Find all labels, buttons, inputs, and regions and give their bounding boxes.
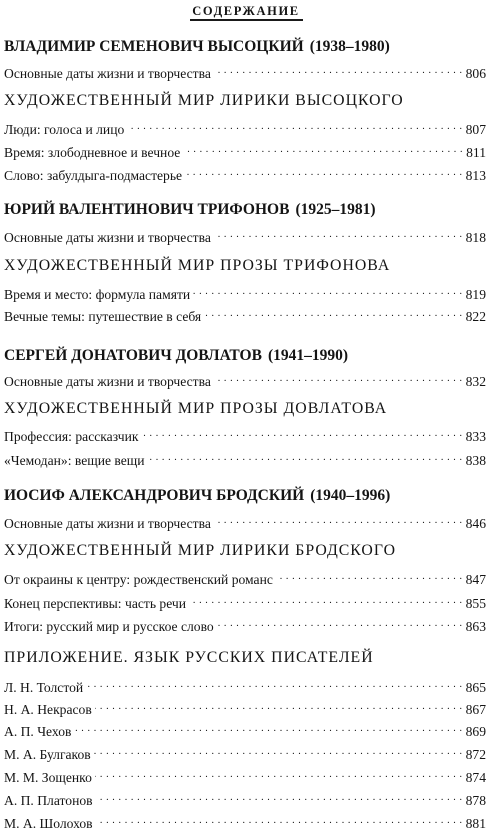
section-heading	[4, 257, 486, 275]
toc-entry[interactable]	[4, 768, 486, 786]
toc-header-title: СОДЕРЖАНИЕ	[192, 4, 300, 18]
author-heading	[4, 347, 486, 365]
page-number: 818	[465, 229, 486, 245]
author-name: ИОСИФ АЛЕКСАНДРОВИЧ БРОДСКИЙ	[4, 487, 305, 504]
entry-title: Конец перспективы: часть речи	[4, 595, 187, 611]
section-heading	[4, 92, 486, 110]
author-years: (1941–1990)	[267, 347, 349, 364]
toc-entry[interactable]	[4, 372, 486, 390]
toc-header	[0, 2, 492, 20]
author-name: СЕРГЕЙ ДОНАТОВИЧ ДОВЛАТОВ	[4, 347, 262, 364]
dot-leader	[189, 594, 463, 608]
toc-entry[interactable]	[4, 120, 486, 138]
entry-title: Время и место: формула памяти	[4, 286, 191, 302]
page-number: 838	[465, 452, 486, 468]
entry-title: Основные даты жизни и творчества	[4, 515, 211, 531]
entry-title: М. М. Зощенко	[4, 769, 92, 785]
toc-entry[interactable]	[4, 594, 486, 612]
entry-title: От окраины к центру: рождественский романс	[4, 571, 273, 587]
header-underline	[190, 19, 303, 21]
toc-entry[interactable]	[4, 700, 486, 718]
author-years: (1925–1981)	[295, 201, 376, 218]
author-name: ВЛАДИМИР СЕМЕНОВИЧ ВЫСОЦКИЙ	[4, 38, 304, 55]
section-title: ХУДОЖЕСТВЕННЫЙ МИР ЛИРИКИ ВЫСОЦКОГО	[4, 92, 404, 109]
dot-leader	[95, 700, 463, 714]
toc-entry[interactable]	[4, 814, 486, 832]
page-number: 865	[465, 679, 486, 695]
entry-title: Профессия: рассказчик	[4, 428, 139, 444]
entry-title: Основные даты жизни и творчества	[4, 373, 211, 389]
dot-leader	[193, 285, 462, 299]
toc-entry[interactable]	[4, 64, 486, 82]
section-heading	[4, 542, 486, 560]
dot-leader	[204, 307, 462, 321]
page-number: 874	[465, 769, 486, 785]
dot-leader	[127, 120, 462, 134]
entry-title: А. П. Чехов	[4, 723, 72, 739]
dot-leader	[142, 427, 463, 441]
page-number: 878	[465, 792, 486, 808]
section-title: ПРИЛОЖЕНИЕ. ЯЗЫК РУССКИХ ПИСАТЕЛЕЙ	[4, 649, 374, 666]
dot-leader	[276, 570, 463, 584]
author-heading	[4, 487, 486, 505]
page-number: 881	[465, 815, 486, 831]
page-number: 813	[465, 167, 486, 183]
entry-title: Основные даты жизни и творчества	[4, 65, 211, 81]
dot-leader	[95, 768, 463, 782]
entry-title: М. А. Шолохов	[4, 815, 93, 831]
dot-leader	[185, 166, 463, 180]
dot-leader	[74, 722, 462, 736]
page-number: 869	[465, 723, 486, 739]
page-number: 872	[465, 746, 486, 762]
entry-title: Люди: голоса и лицо	[4, 121, 125, 137]
page-number: 863	[465, 618, 486, 634]
toc-entry[interactable]	[4, 451, 486, 469]
dot-leader	[214, 228, 463, 242]
entry-title: «Чемодан»: вещие вещи	[4, 452, 145, 468]
toc-entry[interactable]	[4, 307, 486, 325]
dot-leader	[148, 451, 463, 465]
entry-title: Основные даты жизни и творчества	[4, 229, 211, 245]
author-heading	[4, 38, 486, 56]
entry-title: А. П. Платонов	[4, 792, 93, 808]
entry-title: Слово: забулдыга-подмастерье	[4, 167, 183, 183]
section-heading	[4, 649, 486, 667]
toc-entry[interactable]	[4, 427, 486, 445]
page-number: 847	[465, 571, 486, 587]
toc-entry[interactable]	[4, 745, 486, 763]
toc-entry[interactable]	[4, 722, 486, 740]
entry-title: Н. А. Некрасов	[4, 701, 92, 717]
dot-leader	[86, 678, 462, 692]
section-heading	[4, 400, 486, 418]
page-number: 833	[465, 428, 486, 444]
entry-title: М. А. Булгаков	[4, 746, 91, 762]
author-heading	[4, 201, 486, 219]
dot-leader	[94, 745, 463, 759]
dot-leader	[214, 372, 463, 386]
section-title: ХУДОЖЕСТВЕННЫЙ МИР ЛИРИКИ БРОДСКОГО	[4, 542, 396, 559]
toc-entry[interactable]	[4, 285, 486, 303]
page-number: 855	[465, 595, 486, 611]
dot-leader	[214, 64, 463, 78]
dot-leader	[96, 791, 463, 805]
toc-entry[interactable]	[4, 143, 486, 161]
section-title: ХУДОЖЕСТВЕННЫЙ МИР ПРОЗЫ ДОВЛАТОВА	[4, 400, 388, 417]
toc-entry[interactable]	[4, 617, 486, 635]
page-number: 867	[465, 701, 486, 717]
page-number: 819	[465, 286, 486, 302]
page-number: 811	[466, 144, 486, 160]
section-title: ХУДОЖЕСТВЕННЫЙ МИР ПРОЗЫ ТРИФОНОВА	[4, 257, 391, 274]
page-number: 806	[465, 65, 486, 81]
dot-leader	[217, 617, 463, 631]
toc-entry[interactable]	[4, 791, 486, 809]
entry-title: Л. Н. Толстой	[4, 679, 84, 695]
toc-entry[interactable]	[4, 570, 486, 588]
entry-title: Вечные темы: путешествие в себя	[4, 308, 202, 324]
author-name: ЮРИЙ ВАЛЕНТИНОВИЧ ТРИФОНОВ	[4, 201, 290, 218]
entry-title: Итоги: русский мир и русское слово	[4, 618, 214, 634]
toc-entry[interactable]	[4, 514, 486, 532]
dot-leader	[183, 143, 463, 157]
page-number: 807	[465, 121, 486, 137]
page-number: 822	[465, 308, 486, 324]
toc-entry[interactable]	[4, 166, 486, 184]
author-years: (1940–1996)	[310, 487, 391, 504]
author-years: (1938–1980)	[309, 38, 390, 55]
toc-entry[interactable]	[4, 678, 486, 696]
entry-title: Время: злободневное и вечное	[4, 144, 181, 160]
dot-leader	[214, 514, 463, 528]
page-number: 846	[465, 515, 486, 531]
toc-entry[interactable]	[4, 228, 486, 246]
page-number: 832	[465, 373, 486, 389]
